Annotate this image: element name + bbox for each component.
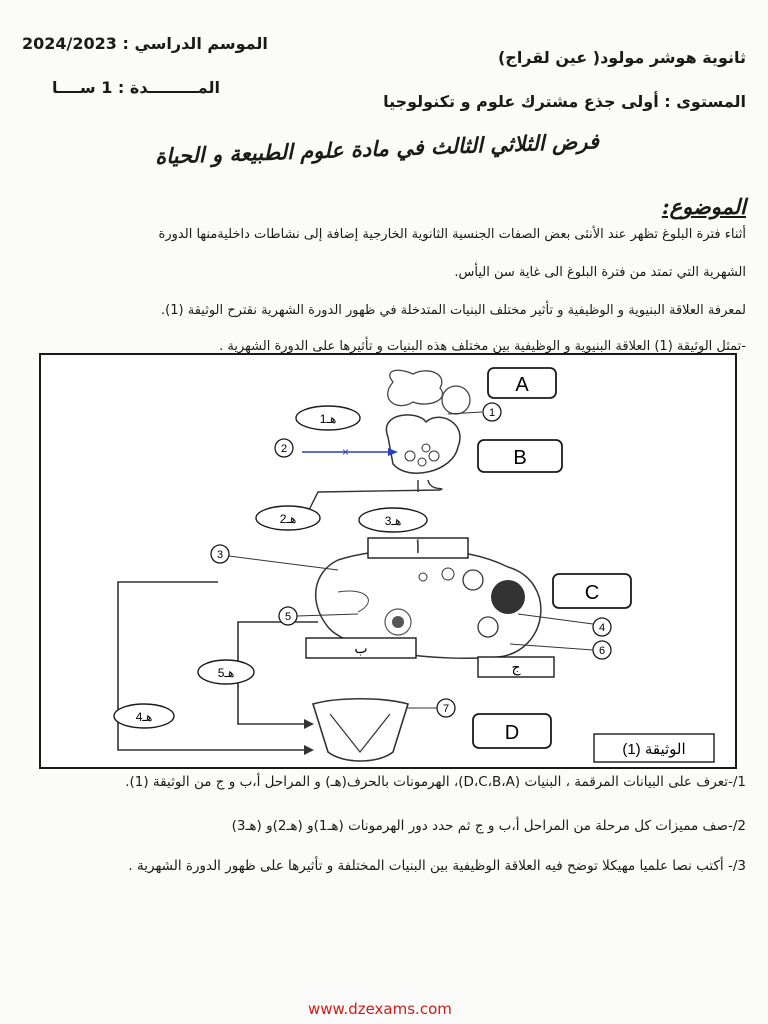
figure-text-figure-hormones-4: 5هـ: [217, 666, 235, 680]
intro-line-2: الشهرية التي تمتد من فترة البلوغ الى غاية سن اليأس.: [454, 265, 746, 280]
figure-text-figure-hormones-1: 2هـ: [279, 512, 297, 526]
exam-title: فرض الثلاثي الثالث في مادة علوم الطبيعة و الحياة: [154, 128, 600, 169]
document-figure: [38, 352, 738, 770]
figure-text-figure-numbers-0: 1: [488, 407, 496, 419]
figure-text-figure-boxes-1: B: [513, 447, 527, 469]
svg-text:×: ×: [342, 445, 350, 459]
school-year: الموسم الدراسي : 2024/2023: [22, 34, 268, 53]
figure-text-figure-hormones-3: 4هـ: [135, 710, 153, 724]
level: المستوى : أولى جذع مشترك علوم و تكنولوجيا: [383, 92, 746, 111]
figure-text-figure-numbers-5: 6: [598, 645, 606, 657]
figure-text-figure-numbers-3: 4: [598, 622, 606, 634]
topic-label: الموضوع:: [661, 194, 746, 219]
figure-text-figure-numbers-2: 3: [216, 549, 224, 561]
figure-text-figure-boxes-0: A: [515, 374, 529, 396]
follicle-dark: [491, 580, 525, 614]
figure-text-figure-boxes-2: C: [584, 582, 600, 604]
footer-site[interactable]: www.dzexams.com: [308, 1000, 452, 1018]
figure-text-figure-phases-0: أ: [416, 540, 420, 556]
figure-text-figure-numbers-1: 2: [280, 443, 288, 455]
figure-text-figure-phases-1: ب: [354, 640, 368, 656]
document-caption: -تمثل الوثيقة (1) العلاقة البنيوية و الوظيفية بين مختلف هذه البنيات و تأثيرها على الدورة الشهرية .: [219, 339, 746, 354]
corpus-core: [392, 616, 404, 628]
figure-text-figure-hormones-0: 1هـ: [319, 412, 337, 426]
duration: المـــــــــدة : 1 ســــا: [52, 78, 220, 97]
school-name: ثانوية هوشر مولود( عين لقراج): [497, 48, 746, 67]
figure-label: الوثيقة (1): [622, 741, 686, 758]
intro-line-1: أثناء فترة البلوغ تظهر عند الأنثى بعض الصفات الجنسية الثانوية الخارجية إضافة إلى نشاطات داخليةمنها الدورة: [158, 227, 746, 242]
figure-text-figure-boxes-3: D: [504, 722, 520, 744]
figure-text-figure-hormones-2: 3هـ: [384, 514, 402, 528]
figure-text-figure-numbers-6: 7: [442, 703, 450, 715]
intro-line-3: لمعرفة العلاقة البنيوية و الوظيفية و تأثير مختلف البنيات المتدخلة في ظهور الدورة الشهرية نقترح الوثيقة (1).: [161, 303, 746, 318]
question-2: 2/-صف مميزات كل مرحلة من المراحل أ،ب و ج ثم حدد دور الهرمونات (هـ1)و (هـ2)و (هـ3): [231, 818, 746, 834]
question-3: 3/- أكتب نصا علميا مهيكلا توضح فيه العلاقة الوظيفية بين البنيات المختلفة و تأثيرها على ظهور الدورة الشهرية .: [128, 858, 746, 874]
figure-text-figure-phases-2: ج: [511, 659, 521, 675]
figure-text-figure-numbers-4: 5: [284, 611, 292, 623]
question-1: 1/-تعرف على البيانات المرقمة ، البنيات (D،C،B،A)، الهرمونات بالحرف(هـ) و المراحل أ،ب و ج من الوثيقة (1).: [125, 774, 746, 790]
